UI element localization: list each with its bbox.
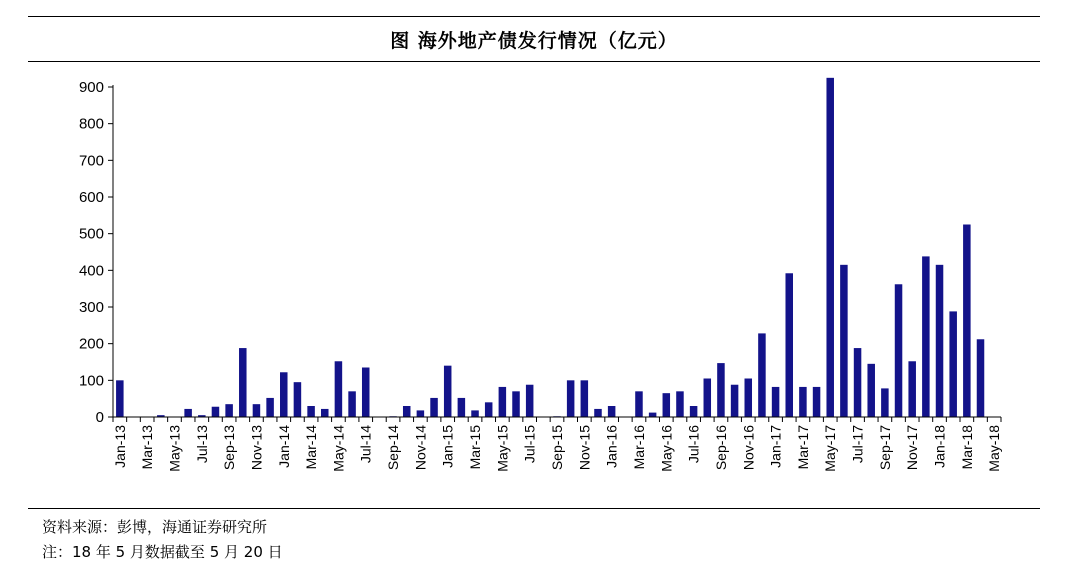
x-tick-label: Mar-13 (139, 425, 156, 470)
x-tick-label: Sep-14 (385, 425, 402, 471)
y-tick-label: 200 (78, 335, 104, 353)
x-tick-label: Jan-15 (439, 425, 456, 468)
bar-Jun-17 (840, 265, 848, 417)
x-tick-label: Mar-16 (630, 425, 647, 470)
bar-Sep-17 (881, 388, 889, 417)
bar-Jul-16 (690, 406, 698, 417)
x-tick-label: May-17 (822, 425, 839, 472)
bar-Feb-18 (949, 311, 957, 417)
bar-Apr-14 (321, 409, 329, 417)
bar-Dec-17 (922, 256, 930, 417)
x-tick-label: Jul-14 (357, 425, 374, 464)
y-tick-label: 100 (78, 372, 104, 390)
bar-Oct-17 (895, 284, 903, 417)
bar-Oct-14 (403, 406, 411, 417)
x-tick-label: May-13 (166, 425, 183, 472)
x-tick-label: Jul-16 (685, 425, 702, 464)
bar-May-14 (335, 361, 343, 417)
y-tick-label: 800 (78, 115, 104, 133)
x-tick-label: Nov-15 (576, 425, 593, 471)
y-tick-label: 400 (78, 262, 104, 280)
bar-Jan-17 (772, 387, 780, 417)
x-tick-label: Jan-14 (275, 425, 292, 468)
source-note: 资料来源：彭博，海通证券研究所 (42, 518, 268, 536)
chart-title: 图 海外地产债发行情况（亿元） (390, 30, 678, 52)
bar-Oct-16 (731, 385, 739, 417)
y-tick-label: 0 (95, 409, 104, 426)
x-tick-label: Jan-18 (931, 425, 948, 468)
bar-Jun-13 (184, 409, 192, 417)
x-tick-label: Nov-13 (248, 425, 265, 471)
x-tick-label: Nov-17 (904, 425, 921, 471)
bar-Mar-16 (635, 391, 643, 417)
bar-Dec-16 (758, 333, 766, 417)
x-tick-label: Jul-15 (521, 425, 538, 464)
y-tick-label: 600 (78, 189, 104, 206)
bar-Oct-15 (567, 380, 575, 417)
x-tick-label: Jul-17 (849, 425, 866, 464)
bar-May-16 (663, 393, 671, 417)
bar-Mar-14 (307, 406, 315, 417)
x-tick-label: Mar-18 (958, 425, 975, 470)
x-tick-label: Jul-13 (193, 425, 210, 464)
x-tick-label: May-14 (330, 425, 347, 472)
bar-Aug-17 (867, 364, 875, 417)
bottom-border-line (28, 508, 1040, 509)
bar-Apr-15 (485, 402, 493, 417)
bar-Aug-13 (212, 407, 220, 417)
bar-Jul-17 (854, 348, 862, 417)
bar-Dec-14 (430, 398, 438, 417)
x-tick-label: Jan-17 (767, 425, 784, 468)
x-tick-label: Sep-13 (221, 425, 238, 471)
bar-Aug-16 (704, 379, 712, 418)
bar-Nov-15 (581, 380, 589, 417)
bar-Jan-14 (280, 372, 288, 417)
y-tick-label: 900 (78, 79, 104, 96)
x-tick-label: Nov-16 (740, 425, 757, 471)
bar-Jun-16 (676, 391, 684, 417)
bar-Jul-15 (526, 385, 534, 417)
bar-Nov-14 (417, 410, 425, 417)
bar-Jan-13 (116, 380, 124, 417)
bar-Feb-15 (458, 398, 466, 417)
bar-Nov-13 (253, 404, 261, 417)
bar-Apr-18 (977, 339, 985, 417)
bar-Feb-17 (785, 273, 793, 417)
x-tick-label: Sep-16 (712, 425, 729, 471)
bar-Nov-16 (745, 379, 753, 418)
y-tick-label: 700 (78, 152, 104, 170)
x-tick-label: Jan-16 (603, 425, 620, 468)
x-tick-label: May-16 (658, 425, 675, 472)
bar-Dec-15 (594, 409, 602, 417)
y-tick-label: 300 (78, 299, 104, 316)
bar-Nov-17 (908, 361, 916, 417)
y-tick-label: 500 (78, 225, 104, 243)
y-axis (79, 79, 113, 426)
x-axis (112, 417, 1002, 472)
x-tick-label: Sep-17 (876, 425, 893, 471)
bar-Jul-14 (362, 368, 370, 418)
footnote-note: 注：18 年 5 月数据截至 5 月 20 日 (42, 543, 283, 561)
x-tick-label: Sep-15 (549, 425, 565, 471)
bar-Dec-13 (266, 398, 274, 417)
bar-Jan-15 (444, 366, 452, 417)
x-tick-label: Mar-17 (794, 425, 811, 470)
bar-Apr-17 (813, 387, 821, 417)
bar-Mar-17 (799, 387, 807, 417)
x-tick-label: Mar-15 (467, 425, 484, 470)
x-tick-label: Nov-14 (412, 425, 429, 471)
bar-Oct-13 (239, 348, 247, 417)
bar-May-17 (826, 78, 834, 417)
bar-Jun-15 (512, 391, 520, 417)
bar-Mar-18 (963, 225, 971, 418)
bar-Jan-18 (936, 265, 944, 417)
bar-Apr-16 (649, 413, 657, 417)
bar-Feb-14 (294, 382, 302, 417)
bar-Mar-15 (471, 410, 479, 417)
bar-Sep-13 (225, 404, 233, 417)
bar-Sep-16 (717, 363, 725, 417)
bar-May-15 (499, 387, 507, 417)
x-tick-label: Mar-14 (303, 425, 320, 470)
bar-Jan-16 (608, 406, 616, 417)
bar-Jun-14 (348, 391, 356, 417)
bar-series (116, 78, 984, 417)
x-tick-label: May-15 (494, 425, 511, 472)
x-tick-label: May-18 (986, 425, 1003, 472)
x-tick-label: Jan-13 (111, 425, 128, 468)
